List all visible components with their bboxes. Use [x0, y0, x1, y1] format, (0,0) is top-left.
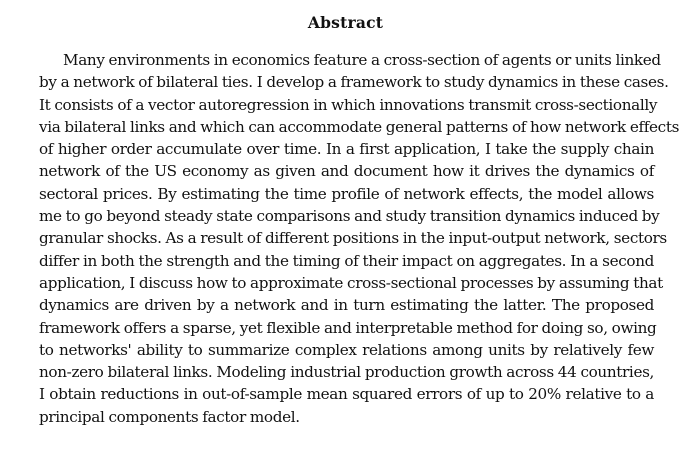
- abstract-line: Many environments in economics feature a cross-section of agents or units linked: [63, 51, 661, 69]
- abstract-line: to networks' ability to summarize complex relations among units by relatively few: [39, 340, 654, 359]
- abstract-line: network of the US economy as given and document how it drives the dynamics of: [39, 162, 654, 181]
- abstract-line: framework offers a sparse, yet flexible and interpretable method for doing so, owing: [39, 318, 657, 337]
- abstract-line: I obtain reductions in out-of-sample mean squared errors of up to 20% relative to a: [39, 385, 654, 404]
- abstract-line: by a network of bilateral ties. I develop a framework to study dynamics in these cases.: [39, 73, 669, 92]
- abstract-line: sectoral prices. By estimating the time profile of network effects, the model allows: [39, 184, 654, 203]
- abstract-line: dynamics are driven by a network and in turn estimating the latter. The proposed: [39, 296, 654, 315]
- abstract-line: It consists of a vector autoregression in which innovations transmit cross-sectionally: [39, 95, 658, 114]
- abstract-line: differ in both the strength and the timing of their impact on aggregates. In a second: [39, 251, 654, 270]
- abstract-heading: Abstract: [307, 13, 384, 32]
- abstract-line: granular shocks. As a result of different positions in the input-output network, sectors: [39, 229, 667, 248]
- abstract-line: application, I discuss how to approximate cross-sectional processes by assuming that: [39, 273, 663, 292]
- abstract-line: non-zero bilateral links. Modeling industrial production growth across 44 countries,: [39, 363, 654, 382]
- abstract-line: of higher order accumulate over time. In a first application, I take the supply chain: [39, 140, 654, 159]
- abstract-line: via bilateral links and which can accommodate general patterns of how network effects: [39, 117, 680, 136]
- abstract-line: principal components factor model.: [39, 407, 300, 426]
- abstract-line: me to go beyond steady state comparisons and study transition dynamics induced by: [39, 207, 660, 226]
- abstract-paragraph: [39, 49, 680, 428]
